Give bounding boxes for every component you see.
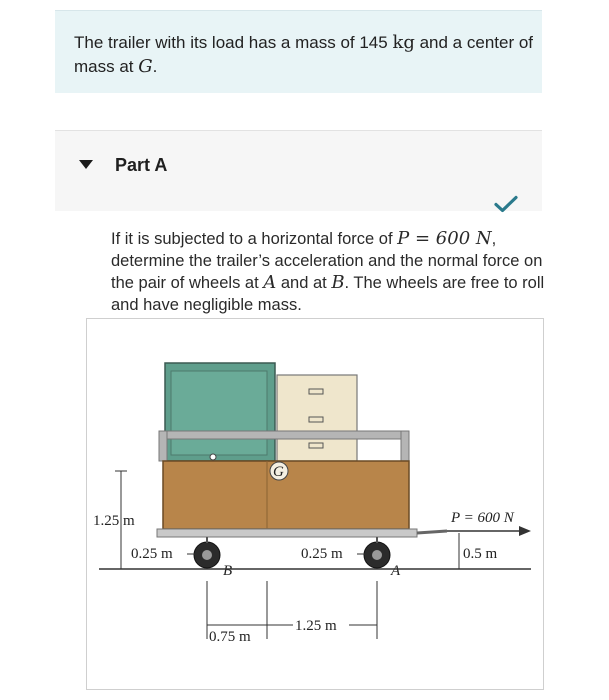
intro-end: .	[152, 57, 158, 76]
point-a: A	[263, 272, 277, 293]
trailer-deck	[157, 529, 417, 537]
pivot-dot	[210, 454, 216, 460]
dist-a-label: 1.25 m	[295, 618, 337, 634]
question-text-4: . The wheels are free to roll and have negligible mass.	[111, 274, 545, 314]
intro-text-1: The trailer with its load has a mass of 145	[74, 33, 393, 52]
trailer-handle	[417, 531, 447, 533]
wheel-a-label: A	[391, 563, 401, 579]
point-b: B	[331, 272, 345, 293]
check-icon	[494, 195, 518, 213]
handle-height-label: 0.5 m	[463, 546, 498, 562]
height-label: 1.25 m	[93, 513, 135, 529]
wheel-b-hub	[202, 550, 212, 560]
trailer-figure	[86, 318, 544, 690]
question-text-1: If it is subjected to a horizontal force of	[111, 230, 398, 248]
collapse-caret-icon[interactable]	[79, 160, 93, 169]
frame-post-left	[159, 431, 167, 461]
wheel-b-offset-label: 0.25 m	[131, 546, 173, 562]
problem-statement-box	[55, 10, 542, 93]
mass-unit: kg	[392, 32, 415, 53]
question-text-2: , determine the trailer’s acceleration and the normal force on the pair of wheels at	[111, 230, 543, 292]
wheel-b-label: B	[223, 563, 233, 579]
intro-text-2: and a center of mass at	[74, 33, 534, 76]
force-label: P = 600 N	[451, 510, 514, 526]
force-arrowhead-icon	[519, 526, 531, 536]
problem-statement	[74, 31, 534, 79]
center-of-mass-label: G	[273, 464, 284, 480]
wheel-a-offset-label: 0.25 m	[301, 546, 343, 562]
frame-rail	[159, 431, 409, 439]
trailer-diagram	[87, 319, 543, 689]
question-text	[111, 228, 551, 316]
question-text-3: and at	[276, 274, 332, 292]
frame-post-right	[401, 431, 409, 461]
center-symbol: G	[138, 56, 153, 77]
safe-door	[171, 371, 267, 455]
dist-b-label: 0.75 m	[209, 629, 251, 645]
part-title[interactable]: Part A	[115, 155, 168, 175]
part-a-header[interactable]	[55, 130, 542, 211]
wheel-a-hub	[372, 550, 382, 560]
force-equation: P = 600 N	[397, 228, 492, 249]
